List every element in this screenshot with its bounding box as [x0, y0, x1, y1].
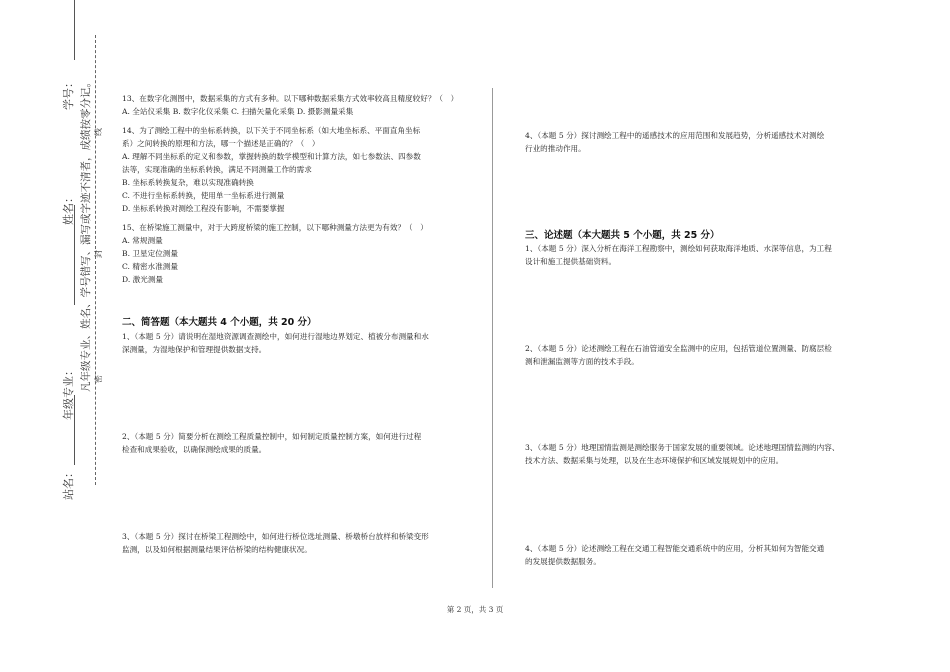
s3q1-line-1: 1、（本题 5 分）深入分析在海洋工程勘察中，测绘如何获取海洋地质、水深等信息，为工程 [525, 244, 832, 253]
s2q2-line-1: 2、（本题 5 分）简要分析在测绘工程质量控制中，如何制定质量控制方案，如何进行过程 [122, 432, 422, 441]
s2q1-line-2: 深测量，为湿地保护和管理提供数据支持。 [122, 345, 267, 354]
q13-options: A. 全站仪采集 B. 数字化仪采集 C. 扫描矢量化采集 D. 摄影测量采集 [122, 107, 354, 116]
binding-instruction: 凡年级专业、姓名、学号错写、漏写或字迹不清者，成绩按零分记。 [80, 77, 92, 392]
q15-option-b: B. 卫星定位测量 [122, 249, 178, 258]
binding-line-top [74, 0, 75, 60]
essay-q3 [525, 441, 870, 467]
student-id-label: 学号： [62, 77, 75, 110]
binding-margin [0, 0, 110, 672]
short-answer-q2 [122, 430, 478, 456]
s3q2-line-2: 测和泄漏监测等方面的技术手段。 [525, 357, 639, 366]
essay-q4 [525, 542, 870, 568]
q14-option-c: C. 不进行坐标系转换，使用单一坐标系进行测量 [122, 191, 285, 200]
seal-char-xian: 线 [94, 128, 103, 136]
left-column [122, 92, 478, 286]
s3q3-line-1: 3、（本题 5 分）地理国情监测是测绘服务于国家发展的重要领域。论述地理国情监测的内容、 [525, 443, 840, 452]
q14-stem-line-2: 系）之间转换的原理和方法，哪一个描述是正确的？（ ） [122, 139, 320, 148]
essay-q1 [525, 242, 870, 268]
q14-stem-line-1: 14、为了测绘工程中的坐标系转换，以下关于不同坐标系（如大地坐标系、平面直角坐标 [122, 126, 421, 135]
q15-option-a: A. 常规测量 [122, 236, 163, 245]
seal-char-feng: 封 [94, 250, 103, 258]
s3q3-line-2: 技术方法、数据采集与处理，以及在生态环境保护和区域发展规划中的应用。 [525, 456, 784, 465]
q15-option-d: D. 激光测量 [122, 275, 164, 284]
section-3-title: 三、论述题（本大题共 5 个小题，共 25 分） [525, 230, 720, 241]
binding-dashed-line [95, 35, 96, 485]
s3q2-line-1: 2、（本题 5 分）论述测绘工程在石油管道安全监测中的应用，包括管道位置测量、防腐层检 [525, 344, 832, 353]
s2q2-line-2: 检查和成果验收，以确保测绘成果的质量。 [122, 445, 267, 454]
q14-option-d: D. 坐标系转换对测绘工程没有影响，不需要掌握 [122, 204, 285, 213]
short-answer-q3 [122, 530, 478, 556]
short-answer-q4 [525, 129, 870, 155]
q15-option-c: C. 精密水准测量 [122, 262, 178, 271]
short-answer-q1 [122, 330, 478, 356]
s2q4-line-1: 4、（本题 5 分）探讨测绘工程中的遥感技术的应用范围和发展趋势，分析遥感技术对测绘 [525, 131, 825, 140]
essay-q2 [525, 342, 870, 368]
grade-label: 年级专业： [62, 365, 75, 420]
s2q1-line-1: 1、（本题 5 分）请说明在湿地资源调查测绘中，如何进行湿地边界划定、植被分布测量和水 [122, 332, 429, 341]
page-footer: 第 2 页，共 3 页 [446, 605, 504, 614]
s3q4-line-2: 的发展提供数据服务。 [525, 557, 601, 566]
q14-option-a-2: 法等，实现准确的坐标系转换，满足不同测量工作的需求 [122, 165, 312, 174]
q14-option-a-1: A. 理解不同坐标系的定义和参数，掌握转换的数学模型和计算方法，如七参数法、四参数 [122, 152, 421, 161]
column-divider [492, 88, 493, 588]
s2q4-line-2: 行业的推动作用。 [525, 144, 586, 153]
name-label: 姓名： [62, 192, 75, 225]
q14-option-b: B. 坐标系转换复杂，难以实现准确转换 [122, 178, 254, 187]
q15-stem: 15、在桥梁施工测量中，对于大跨度桥梁的施工控制，以下哪种测量方法更为有效？（ ） [122, 223, 428, 232]
school-label: 站名： [62, 467, 75, 500]
q13-stem: 13、在数字化测图中，数据采集的方式有多种。以下哪种数据采集方式效率较高且精度较好？（ ） [122, 94, 459, 103]
s2q3-line-2: 监测，以及如何根据测量结果评估桥梁的结构健康状况。 [122, 545, 312, 554]
s3q1-line-2: 设计和施工提供基础资料。 [525, 257, 617, 266]
s3q4-line-1: 4、（本题 5 分）论述测绘工程在交通工程智能交通系统中的应用，分析其如何为智能交通 [525, 544, 825, 553]
s2q3-line-1: 3、（本题 5 分）探讨在桥梁工程测绘中，如何进行桥位选址测量、桥墩桥台放样和桥梁变形 [122, 532, 429, 541]
section-2-title: 二、简答题（本大题共 4 个小题，共 20 分） [122, 317, 317, 328]
seal-char-mi: 密 [94, 375, 103, 383]
